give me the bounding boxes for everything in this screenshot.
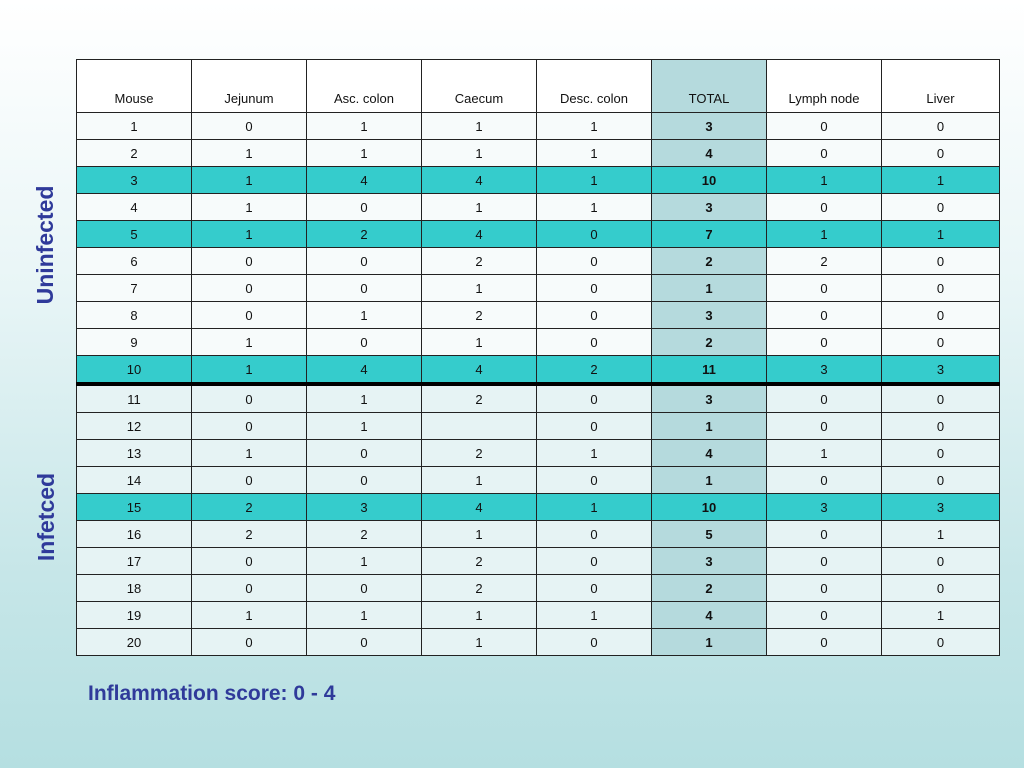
cell-lymph-node: 0 [767, 575, 882, 602]
header-desc-colon: Desc. colon [537, 60, 652, 113]
cell-liver: 0 [882, 548, 1000, 575]
cell-caecum: 1 [422, 194, 537, 221]
table-row [77, 221, 1000, 248]
cell-mouse: 5 [77, 221, 192, 248]
table-row [77, 167, 1000, 194]
cell-mouse: 20 [77, 629, 192, 656]
cell-desc-colon: 2 [537, 356, 652, 385]
table-row [77, 384, 1000, 413]
cell-lymph-node: 2 [767, 248, 882, 275]
cell-desc-colon: 0 [537, 329, 652, 356]
cell-mouse: 7 [77, 275, 192, 302]
table-row [77, 275, 1000, 302]
table-header-row [77, 60, 1000, 113]
cell-desc-colon: 1 [537, 113, 652, 140]
cell-liver: 0 [882, 467, 1000, 494]
table-row [77, 302, 1000, 329]
cell-asc-colon: 0 [307, 467, 422, 494]
table-row [77, 329, 1000, 356]
cell-lymph-node: 0 [767, 194, 882, 221]
cell-jejunum: 1 [192, 440, 307, 467]
cell-lymph-node: 1 [767, 440, 882, 467]
cell-caecum: 1 [422, 113, 537, 140]
cell-lymph-node: 0 [767, 302, 882, 329]
cell-lymph-node: 0 [767, 275, 882, 302]
cell-asc-colon: 1 [307, 384, 422, 413]
cell-desc-colon: 1 [537, 494, 652, 521]
cell-total: 7 [652, 221, 767, 248]
cell-total: 4 [652, 140, 767, 167]
cell-mouse: 3 [77, 167, 192, 194]
cell-jejunum: 0 [192, 548, 307, 575]
cell-liver: 0 [882, 413, 1000, 440]
table-row [77, 548, 1000, 575]
cell-caecum: 4 [422, 167, 537, 194]
infected-group-label: Infetced [33, 472, 59, 562]
cell-asc-colon: 0 [307, 629, 422, 656]
cell-liver: 3 [882, 356, 1000, 385]
cell-asc-colon: 4 [307, 356, 422, 385]
cell-mouse: 15 [77, 494, 192, 521]
cell-lymph-node: 0 [767, 329, 882, 356]
cell-caecum: 1 [422, 329, 537, 356]
cell-caecum: 2 [422, 440, 537, 467]
cell-caecum: 4 [422, 221, 537, 248]
table-row [77, 602, 1000, 629]
cell-liver: 0 [882, 140, 1000, 167]
cell-mouse: 13 [77, 440, 192, 467]
cell-desc-colon: 1 [537, 167, 652, 194]
cell-total: 1 [652, 275, 767, 302]
cell-mouse: 2 [77, 140, 192, 167]
cell-asc-colon: 0 [307, 329, 422, 356]
cell-asc-colon: 2 [307, 521, 422, 548]
cell-total: 1 [652, 413, 767, 440]
cell-liver: 0 [882, 275, 1000, 302]
cell-lymph-node: 0 [767, 602, 882, 629]
cell-lymph-node: 3 [767, 356, 882, 385]
cell-total: 2 [652, 248, 767, 275]
cell-mouse: 16 [77, 521, 192, 548]
cell-liver: 1 [882, 221, 1000, 248]
header-lymph-node: Lymph node [767, 60, 882, 113]
cell-caecum: 2 [422, 575, 537, 602]
cell-desc-colon: 0 [537, 384, 652, 413]
cell-mouse: 11 [77, 384, 192, 413]
cell-desc-colon: 1 [537, 194, 652, 221]
cell-jejunum: 2 [192, 521, 307, 548]
cell-desc-colon: 0 [537, 302, 652, 329]
cell-caecum: 1 [422, 275, 537, 302]
cell-caecum: 4 [422, 494, 537, 521]
cell-desc-colon: 0 [537, 548, 652, 575]
cell-jejunum: 1 [192, 167, 307, 194]
cell-lymph-node: 1 [767, 221, 882, 248]
cell-mouse: 8 [77, 302, 192, 329]
cell-liver: 0 [882, 302, 1000, 329]
cell-caecum: 2 [422, 248, 537, 275]
cell-desc-colon: 0 [537, 221, 652, 248]
cell-asc-colon: 0 [307, 194, 422, 221]
cell-jejunum: 1 [192, 194, 307, 221]
cell-total: 3 [652, 302, 767, 329]
cell-desc-colon: 0 [537, 629, 652, 656]
cell-asc-colon: 0 [307, 575, 422, 602]
cell-jejunum: 0 [192, 467, 307, 494]
cell-total: 2 [652, 329, 767, 356]
cell-total: 1 [652, 629, 767, 656]
cell-lymph-node: 3 [767, 494, 882, 521]
cell-mouse: 1 [77, 113, 192, 140]
cell-jejunum: 0 [192, 275, 307, 302]
cell-liver: 1 [882, 602, 1000, 629]
cell-jejunum: 0 [192, 113, 307, 140]
cell-asc-colon: 0 [307, 248, 422, 275]
cell-asc-colon: 1 [307, 113, 422, 140]
table-row [77, 194, 1000, 221]
cell-lymph-node: 0 [767, 384, 882, 413]
cell-total: 10 [652, 494, 767, 521]
uninfected-group-label: Uninfected [32, 185, 58, 305]
cell-lymph-node: 0 [767, 629, 882, 656]
cell-jejunum: 0 [192, 384, 307, 413]
cell-desc-colon: 0 [537, 248, 652, 275]
cell-liver: 0 [882, 113, 1000, 140]
cell-asc-colon: 3 [307, 494, 422, 521]
table-row [77, 413, 1000, 440]
cell-jejunum: 1 [192, 602, 307, 629]
cell-lymph-node: 0 [767, 413, 882, 440]
cell-caecum: 1 [422, 521, 537, 548]
cell-liver: 0 [882, 629, 1000, 656]
table-row [77, 248, 1000, 275]
cell-asc-colon: 1 [307, 140, 422, 167]
table-row [77, 356, 1000, 385]
cell-desc-colon: 0 [537, 413, 652, 440]
table-row [77, 467, 1000, 494]
cell-caecum: 1 [422, 629, 537, 656]
cell-caecum: 4 [422, 356, 537, 385]
table-row [77, 113, 1000, 140]
cell-liver: 1 [882, 167, 1000, 194]
table-row [77, 521, 1000, 548]
cell-total: 3 [652, 113, 767, 140]
cell-mouse: 6 [77, 248, 192, 275]
cell-lymph-node: 0 [767, 548, 882, 575]
cell-desc-colon: 0 [537, 521, 652, 548]
cell-desc-colon: 1 [537, 602, 652, 629]
cell-total: 4 [652, 440, 767, 467]
cell-mouse: 10 [77, 356, 192, 385]
cell-mouse: 12 [77, 413, 192, 440]
cell-liver: 1 [882, 521, 1000, 548]
cell-desc-colon: 0 [537, 575, 652, 602]
cell-total: 5 [652, 521, 767, 548]
cell-asc-colon: 1 [307, 302, 422, 329]
cell-caecum: 1 [422, 602, 537, 629]
cell-asc-colon: 1 [307, 548, 422, 575]
cell-total: 3 [652, 548, 767, 575]
cell-desc-colon: 1 [537, 440, 652, 467]
header-caecum: Caecum [422, 60, 537, 113]
cell-lymph-node: 0 [767, 521, 882, 548]
cell-mouse: 19 [77, 602, 192, 629]
cell-asc-colon: 4 [307, 167, 422, 194]
cell-total: 11 [652, 356, 767, 385]
cell-desc-colon: 0 [537, 275, 652, 302]
cell-caecum: 2 [422, 548, 537, 575]
cell-asc-colon: 2 [307, 221, 422, 248]
inflammation-score-note: Inflammation score: 0 - 4 [88, 682, 336, 705]
cell-jejunum: 0 [192, 629, 307, 656]
cell-jejunum: 1 [192, 140, 307, 167]
table-row [77, 494, 1000, 521]
cell-lymph-node: 0 [767, 140, 882, 167]
cell-total: 1 [652, 467, 767, 494]
cell-liver: 0 [882, 329, 1000, 356]
cell-total: 10 [652, 167, 767, 194]
header-liver: Liver [882, 60, 1000, 113]
cell-mouse: 4 [77, 194, 192, 221]
cell-liver: 0 [882, 440, 1000, 467]
cell-jejunum: 1 [192, 221, 307, 248]
header-jejunum: Jejunum [192, 60, 307, 113]
cell-caecum: 2 [422, 302, 537, 329]
table-row [77, 140, 1000, 167]
cell-desc-colon: 1 [537, 140, 652, 167]
cell-mouse: 14 [77, 467, 192, 494]
cell-asc-colon: 0 [307, 275, 422, 302]
cell-liver: 0 [882, 248, 1000, 275]
cell-mouse: 9 [77, 329, 192, 356]
table-row [77, 629, 1000, 656]
header-total: TOTAL [652, 60, 767, 113]
cell-mouse: 17 [77, 548, 192, 575]
cell-jejunum: 0 [192, 248, 307, 275]
header-mouse: Mouse [77, 60, 192, 113]
header-asc-colon: Asc. colon [307, 60, 422, 113]
cell-liver: 0 [882, 384, 1000, 413]
table-row [77, 575, 1000, 602]
cell-asc-colon: 1 [307, 413, 422, 440]
cell-lymph-node: 1 [767, 167, 882, 194]
cell-liver: 0 [882, 194, 1000, 221]
cell-caecum: 1 [422, 467, 537, 494]
cell-jejunum: 2 [192, 494, 307, 521]
cell-jejunum: 1 [192, 329, 307, 356]
cell-asc-colon: 0 [307, 440, 422, 467]
cell-lymph-node: 0 [767, 467, 882, 494]
cell-liver: 3 [882, 494, 1000, 521]
cell-jejunum: 0 [192, 302, 307, 329]
cell-total: 4 [652, 602, 767, 629]
cell-caecum: 1 [422, 140, 537, 167]
cell-caecum: 2 [422, 384, 537, 413]
cell-caecum [422, 413, 537, 440]
cell-jejunum: 0 [192, 575, 307, 602]
cell-lymph-node: 0 [767, 113, 882, 140]
table-row [77, 440, 1000, 467]
cell-total: 3 [652, 194, 767, 221]
cell-desc-colon: 0 [537, 467, 652, 494]
cell-asc-colon: 1 [307, 602, 422, 629]
cell-jejunum: 0 [192, 413, 307, 440]
cell-mouse: 18 [77, 575, 192, 602]
cell-jejunum: 1 [192, 356, 307, 385]
cell-total: 2 [652, 575, 767, 602]
inflammation-score-table [76, 59, 1000, 656]
cell-total: 3 [652, 384, 767, 413]
cell-liver: 0 [882, 575, 1000, 602]
